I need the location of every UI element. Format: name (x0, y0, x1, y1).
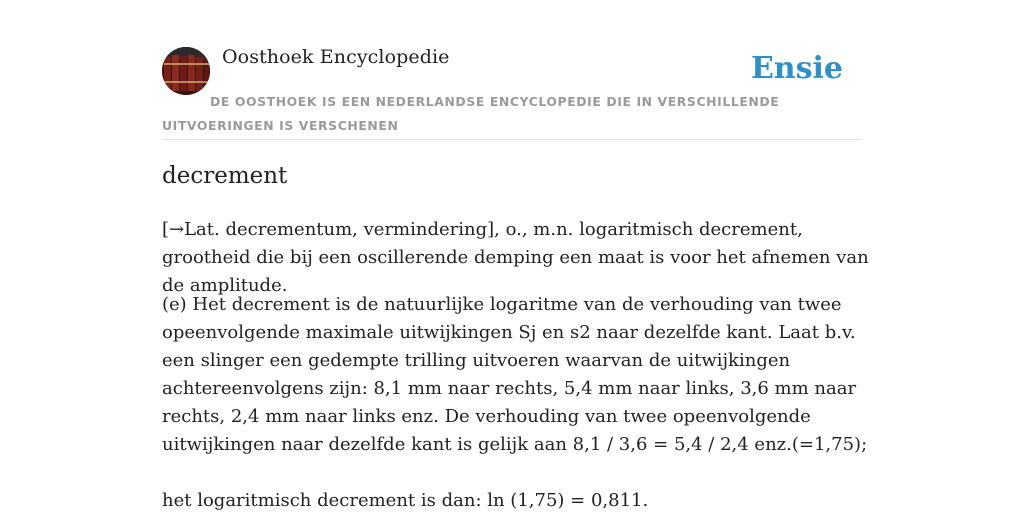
article-title: decrement (162, 163, 288, 189)
article-paragraph-explanation: (e) Het decrement is de natuurlijke logaritme van de verhouding van twee opeenvolgende maximale uitwijkingen Sj en s2 naar dezelfde kant. Laat b.v. een slinger een gedempte trilling uitvoeren waarvan de uitwijkingen achtereenvolgens zijn: 8,1 mm naar rechts, 5,4 mm naar links, 3,6 mm naar rechts, 2,4 mm naar links enz. De verhouding van twee opeenvolgende uitwijkingen naar dezelfde kant is gelijk aan 8,1 / 3,6 = 5,4 / 2,4 enz.(=1,75); (162, 294, 868, 455)
site-header (162, 46, 862, 140)
encyclopedia-books-avatar[interactable] (162, 47, 210, 95)
article-paragraph-etymology: [→Lat. decrementum, vermindering], o., m.n. logaritmisch decrement, grootheid die bij een oscillerende demping een maat is voor het afnemen van de amplitude. (162, 219, 869, 296)
site-title[interactable]: Oosthoek Encyclopedie (222, 46, 450, 68)
article-paragraph-result: het logaritmisch decrement is dan: ln (1,75) = 0,811. (162, 490, 649, 511)
brand-logo[interactable]: Ensie (750, 51, 843, 86)
site-description: DE OOSTHOEK IS EEN NEDERLANDSE ENCYCLOPEDIE DIE IN VERSCHILLENDE UITVOERINGEN IS VERSCHENEN (162, 94, 780, 133)
